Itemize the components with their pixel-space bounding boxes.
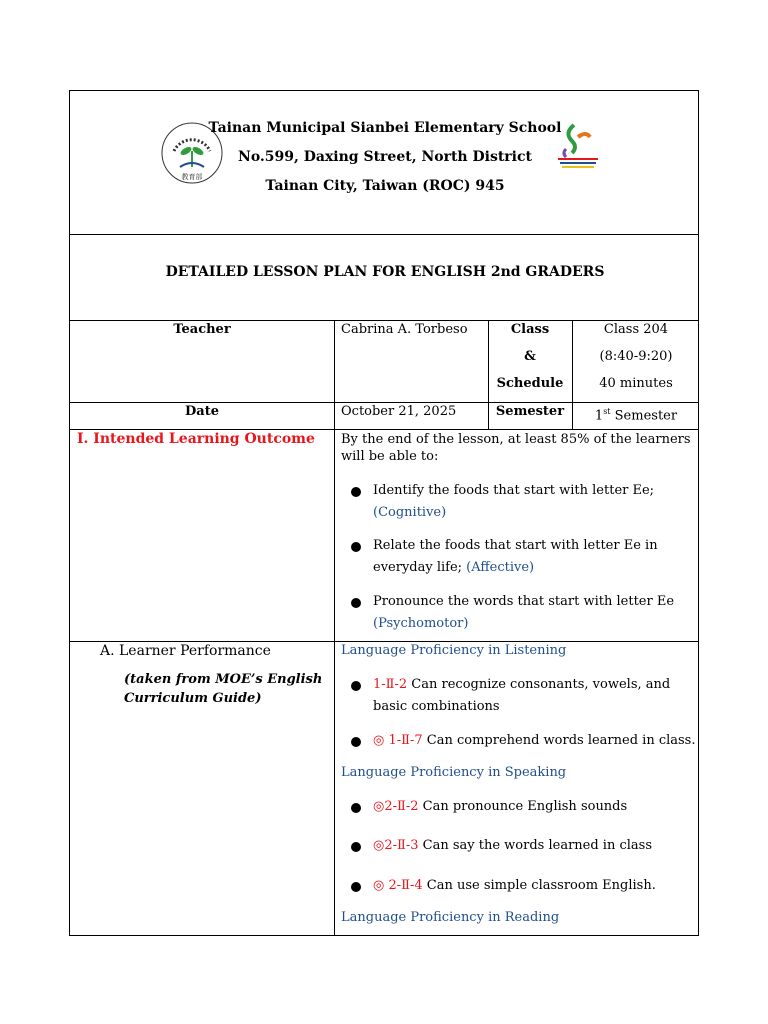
ilo-intro-1: By the end of the lesson, at least 85% of the learners (341, 432, 691, 447)
performance-note-1: (taken from MOE’s English (124, 672, 323, 687)
ilo-heading: I. Intended Learning Outcome (77, 431, 315, 447)
listening-item-1-line2: basic combinations (373, 699, 500, 714)
ilo-intro-2: will be able to: (341, 449, 439, 464)
listening-item-2: ◎ 1-Ⅱ-7 Can comprehend words learned in class. (373, 733, 696, 748)
speaking-item-2: ◎2-Ⅱ-3 Can say the words learned in class (373, 838, 652, 853)
bullet-icon (351, 803, 361, 813)
bullet-icon (351, 882, 361, 892)
reading-title: Language Proficiency in Reading (341, 910, 560, 925)
teacher-value: Cabrina A. Torbeso (341, 322, 468, 337)
semester-value: 1st Semester (594, 407, 678, 424)
speaking-item-3: ◎ 2-Ⅱ-4 Can use simple classroom English. (373, 878, 656, 893)
date-label: Date (185, 404, 219, 419)
ilo-item-2-line1: Relate the foods that start with letter Ee in (373, 538, 658, 553)
class-value-1: Class 204 (603, 322, 669, 337)
bullet-icon (351, 681, 361, 691)
bullet-icon (351, 542, 361, 552)
listening-title: Language Proficiency in Listening (341, 643, 567, 658)
bullet-icon (351, 598, 361, 608)
class-label-2: & (524, 349, 536, 364)
performance-note-2: Curriculum Guide) (124, 691, 262, 706)
lesson-plan-table (69, 90, 699, 936)
bullet-icon (351, 487, 361, 497)
teacher-label: Teacher (173, 322, 231, 337)
ilo-item-3-tag: (Psychomotor) (373, 616, 469, 631)
bullet-icon (351, 737, 361, 747)
ilo-item-1-tag: (Cognitive) (373, 505, 447, 520)
speaking-item-1: ◎2-Ⅱ-2 Can pronounce English sounds (373, 799, 628, 814)
school-logo-icon (552, 119, 602, 169)
performance-heading: A. Learner Performance (100, 643, 271, 659)
class-label-3: Schedule (496, 376, 564, 391)
school-name: Tainan Municipal Sianbei Elementary School (208, 120, 562, 136)
bullet-icon (351, 842, 361, 852)
class-value-3: 40 minutes (599, 376, 673, 391)
semester-label: Semester (495, 404, 565, 419)
speaking-title: Language Proficiency in Speaking (341, 765, 567, 780)
listening-item-1-line1: 1-Ⅱ-2 Can recognize consonants, vowels, and (373, 677, 671, 692)
date-value: October 21, 2025 (341, 404, 457, 419)
class-value-2: (8:40-9:20) (599, 349, 673, 364)
page-title: DETAILED LESSON PLAN FOR ENGLISH 2nd GRADERS (165, 264, 605, 280)
ilo-item-3-line1: Pronounce the words that start with letter Ee (373, 594, 675, 609)
school-city: Tainan City, Taiwan (ROC) 945 (265, 178, 505, 194)
ilo-item-1-line1: Identify the foods that start with letter Ee; (373, 483, 655, 498)
ilo-item-2-line2: everyday life; (Affective) (373, 560, 535, 575)
svg-text:教育部: 教育部 (181, 173, 203, 181)
school-address: No.599, Daxing Street, North District (238, 149, 532, 165)
class-label-1: Class (510, 322, 550, 337)
